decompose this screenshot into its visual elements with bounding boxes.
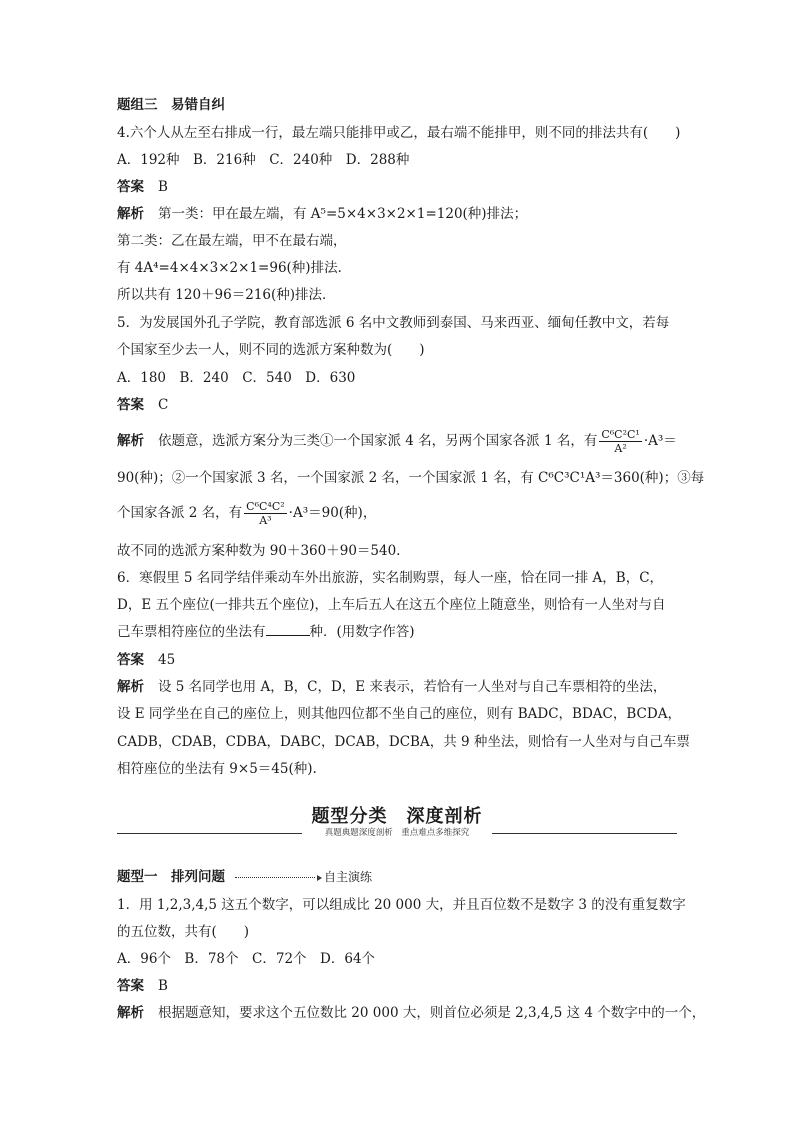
answer-tag: 答案 (117, 652, 144, 668)
q4-analysis-line3: 有 4A⁴=4×4×3×2×1=96(种)排法． (117, 260, 352, 276)
q6-stem-line3 (117, 623, 415, 641)
analysis-text: ·A³＝90(种)， (288, 505, 377, 521)
q4-stem: 4.六个人从左至右排成一行，最左端只能排甲或乙，最右端不能排甲，则不同的排法共有( ) (117, 125, 681, 141)
answer-tag: 答案 (117, 978, 144, 994)
answer-tag: 答案 (117, 397, 144, 413)
q6-stem-line2: D，E 五个座位(一排共五个座位)，上车后五人在这五个座位上随意坐，则恰有一人坐对与自 (117, 597, 666, 613)
fraction-numerator: C⁶C⁴C² (246, 500, 285, 513)
q5-analysis-line2: 90(种)；②一个国家派 3 名，一个国家派 2 名，一个国家派 1 名，有 C⁶C³C¹A³＝360(种)；③每 (117, 470, 705, 486)
answer-value: B (158, 978, 168, 994)
q6-analysis-line2: 设 E 同学坐在自己的座位上，则其他四位都不坐自己的座位，则有 BADC，BDAC，BCDA， (117, 706, 681, 722)
analysis-text: 依题意，选派方案分为三类①一个国家派 4 名，另两个国家各派 1 名，有 (158, 433, 598, 449)
analysis-text: ·A³＝ (643, 433, 677, 449)
t1q1-analysis-line1 (117, 1004, 705, 1022)
q4-options: A．192种 B．216种 C．240种 D．288种 (117, 152, 410, 168)
analysis-text: 根据题意知，要求这个五位数比 20 000 大，则首位必须是 2,3,4,5 这 4 个数字中的一个， (158, 1005, 706, 1021)
type1-badge: 自主演练 (324, 870, 373, 884)
q6-analysis-line3: CADB，CDAB，CDBA，DABC，DCAB，DCBA，共 9 种坐法，则恰有一人坐对与自己车票 (117, 734, 690, 750)
q6-answer (117, 651, 175, 669)
answer-tag: 答案 (117, 179, 144, 195)
q5-stem-line1: 5．为发展国外孔子学院，教育部选派 6 名中文教师到泰国、马来西亚、缅甸任教中文，若每 (117, 315, 670, 331)
t1q1-answer (117, 977, 168, 995)
q4-answer (117, 178, 168, 196)
q4-analysis-line4: 所以共有 120＋96＝216(种)排法． (117, 287, 336, 303)
answer-blank (266, 623, 310, 636)
q6-analysis-line1 (117, 678, 666, 696)
stem-text: 种．(用数字作答) (309, 624, 415, 640)
fraction (244, 500, 286, 527)
analysis-tag: 解析 (117, 679, 144, 695)
fraction-numerator: C⁶C²C¹ (601, 428, 640, 441)
q5-analysis-line3 (117, 498, 376, 528)
arrow-right-icon (317, 875, 322, 881)
analysis-text: 个国家各派 2 名，有 (117, 505, 243, 521)
q5-answer (117, 396, 168, 414)
section-subtitle-text: 真题典题深度剖析 重点难点多维探究 (319, 828, 476, 838)
answer-value: C (158, 397, 169, 413)
q5-analysis-line1 (117, 426, 677, 456)
t1q1-stem-line1: 1．用 1,2,3,4,5 这五个数字，可以组成比 20 000 大，并且百位数不是数字 3 的没有重复数字 (117, 897, 686, 913)
answer-value: 45 (158, 652, 176, 668)
fraction (599, 428, 641, 455)
analysis-tag: 解析 (117, 206, 144, 222)
analysis-text: 第一类：甲在最左端，有 A⁵=5×4×3×2×1=120(种)排法； (158, 206, 528, 222)
stem-text: 己车票相符座位的坐法有 (117, 624, 266, 640)
t1q1-options: A．96个 B．78个 C．72个 D．64个 (117, 951, 376, 967)
analysis-tag: 解析 (117, 433, 144, 449)
q5-stem-line2: 个国家至少去一人，则不同的选派方案种数为( ) (117, 342, 425, 358)
fraction-denominator: A³ (259, 514, 272, 527)
type1-header (117, 868, 372, 886)
q5-analysis-line4: 故不同的选派方案种数为 90＋360＋90＝540. (117, 543, 401, 559)
q5-options: A．180 B．240 C．540 D．630 (117, 370, 356, 386)
q6-stem-line1: 6．寒假里 5 名同学结伴乘动车外出旅游，实名制购票，每人一座，恰在同一排 A，B，C， (117, 570, 664, 586)
group3-title: 题组三 易错自纠 (117, 97, 225, 113)
dotted-leader (235, 877, 315, 878)
analysis-text: 设 5 名同学也用 A，B，C，D，E 来表示，若恰有一人坐对与自己车票相符的坐法， (158, 679, 667, 695)
fraction-denominator: A² (614, 442, 627, 455)
section-title: 题型分类 深度剖析 (311, 806, 483, 827)
q4-analysis-line1 (117, 205, 527, 223)
q4-analysis-line2: 第二类：乙在最左端，甲不在最右端， (117, 233, 347, 249)
t1q1-stem-line2: 的五位数，共有( ) (117, 924, 250, 940)
type1-title: 题型一 排列问题 (117, 869, 225, 885)
q6-analysis-line4: 相符座位的坐法有 9×5＝45(种). (117, 761, 317, 777)
analysis-tag: 解析 (117, 1005, 144, 1021)
answer-value: B (158, 179, 168, 195)
section-subtitle (0, 826, 794, 838)
